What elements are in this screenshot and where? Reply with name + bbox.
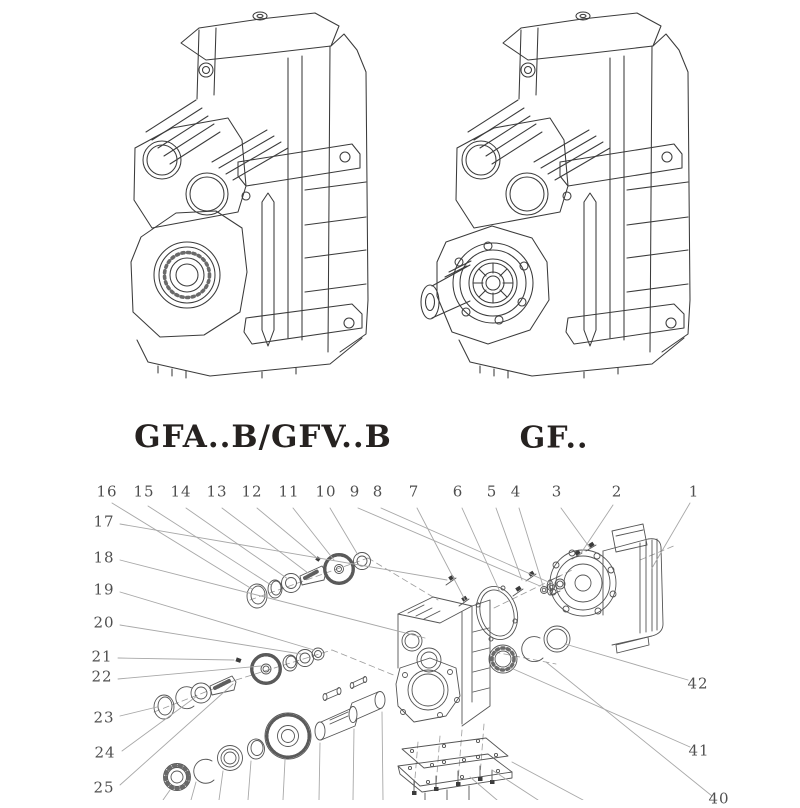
callout-16: 16 <box>96 482 118 501</box>
gearbox-left-drawing <box>131 12 368 378</box>
upper-shaft-assembly <box>247 553 371 609</box>
callout-40: 40 <box>708 789 730 808</box>
model-label-gfab-gfvb: GFA..B/GFV..B <box>134 419 392 455</box>
model-label-gf: GF.. <box>519 420 589 456</box>
callout-6: 6 <box>452 482 464 501</box>
leader-lines-bottom <box>163 712 583 800</box>
gearbox-right-drawing <box>421 12 690 378</box>
callout-19: 19 <box>93 580 115 599</box>
callout-22: 22 <box>91 667 113 686</box>
callout-11: 11 <box>278 482 300 501</box>
callout-24: 24 <box>94 743 116 762</box>
leader-lines-right <box>511 644 712 796</box>
callout-18: 18 <box>93 548 115 567</box>
callout-5: 5 <box>486 482 498 501</box>
callout-21: 21 <box>91 647 113 666</box>
assembly-axis-dashes <box>154 545 676 790</box>
flange-ring-stack <box>470 582 570 673</box>
callout-13: 13 <box>206 482 228 501</box>
gasket-and-oil-pan <box>398 738 512 800</box>
housing <box>396 597 490 726</box>
callout-4: 4 <box>510 482 522 501</box>
callout-23: 23 <box>93 708 115 727</box>
exploded-view-drawing <box>112 503 712 800</box>
callout-17: 17 <box>93 512 115 531</box>
callout-2: 2 <box>611 482 623 501</box>
output-shaft-assembly <box>164 677 386 791</box>
callout-20: 20 <box>93 613 115 632</box>
callout-9: 9 <box>349 482 361 501</box>
callout-12: 12 <box>241 482 263 501</box>
callout-3: 3 <box>551 482 563 501</box>
callout-15: 15 <box>133 482 155 501</box>
callout-41: 41 <box>688 741 710 760</box>
callout-25: 25 <box>93 778 115 797</box>
callout-7: 7 <box>408 482 420 501</box>
callout-42: 42 <box>687 674 709 693</box>
callout-14: 14 <box>170 482 192 501</box>
motor <box>547 524 663 653</box>
callout-10: 10 <box>315 482 337 501</box>
callout-8: 8 <box>372 482 384 501</box>
callout-1: 1 <box>688 482 700 501</box>
